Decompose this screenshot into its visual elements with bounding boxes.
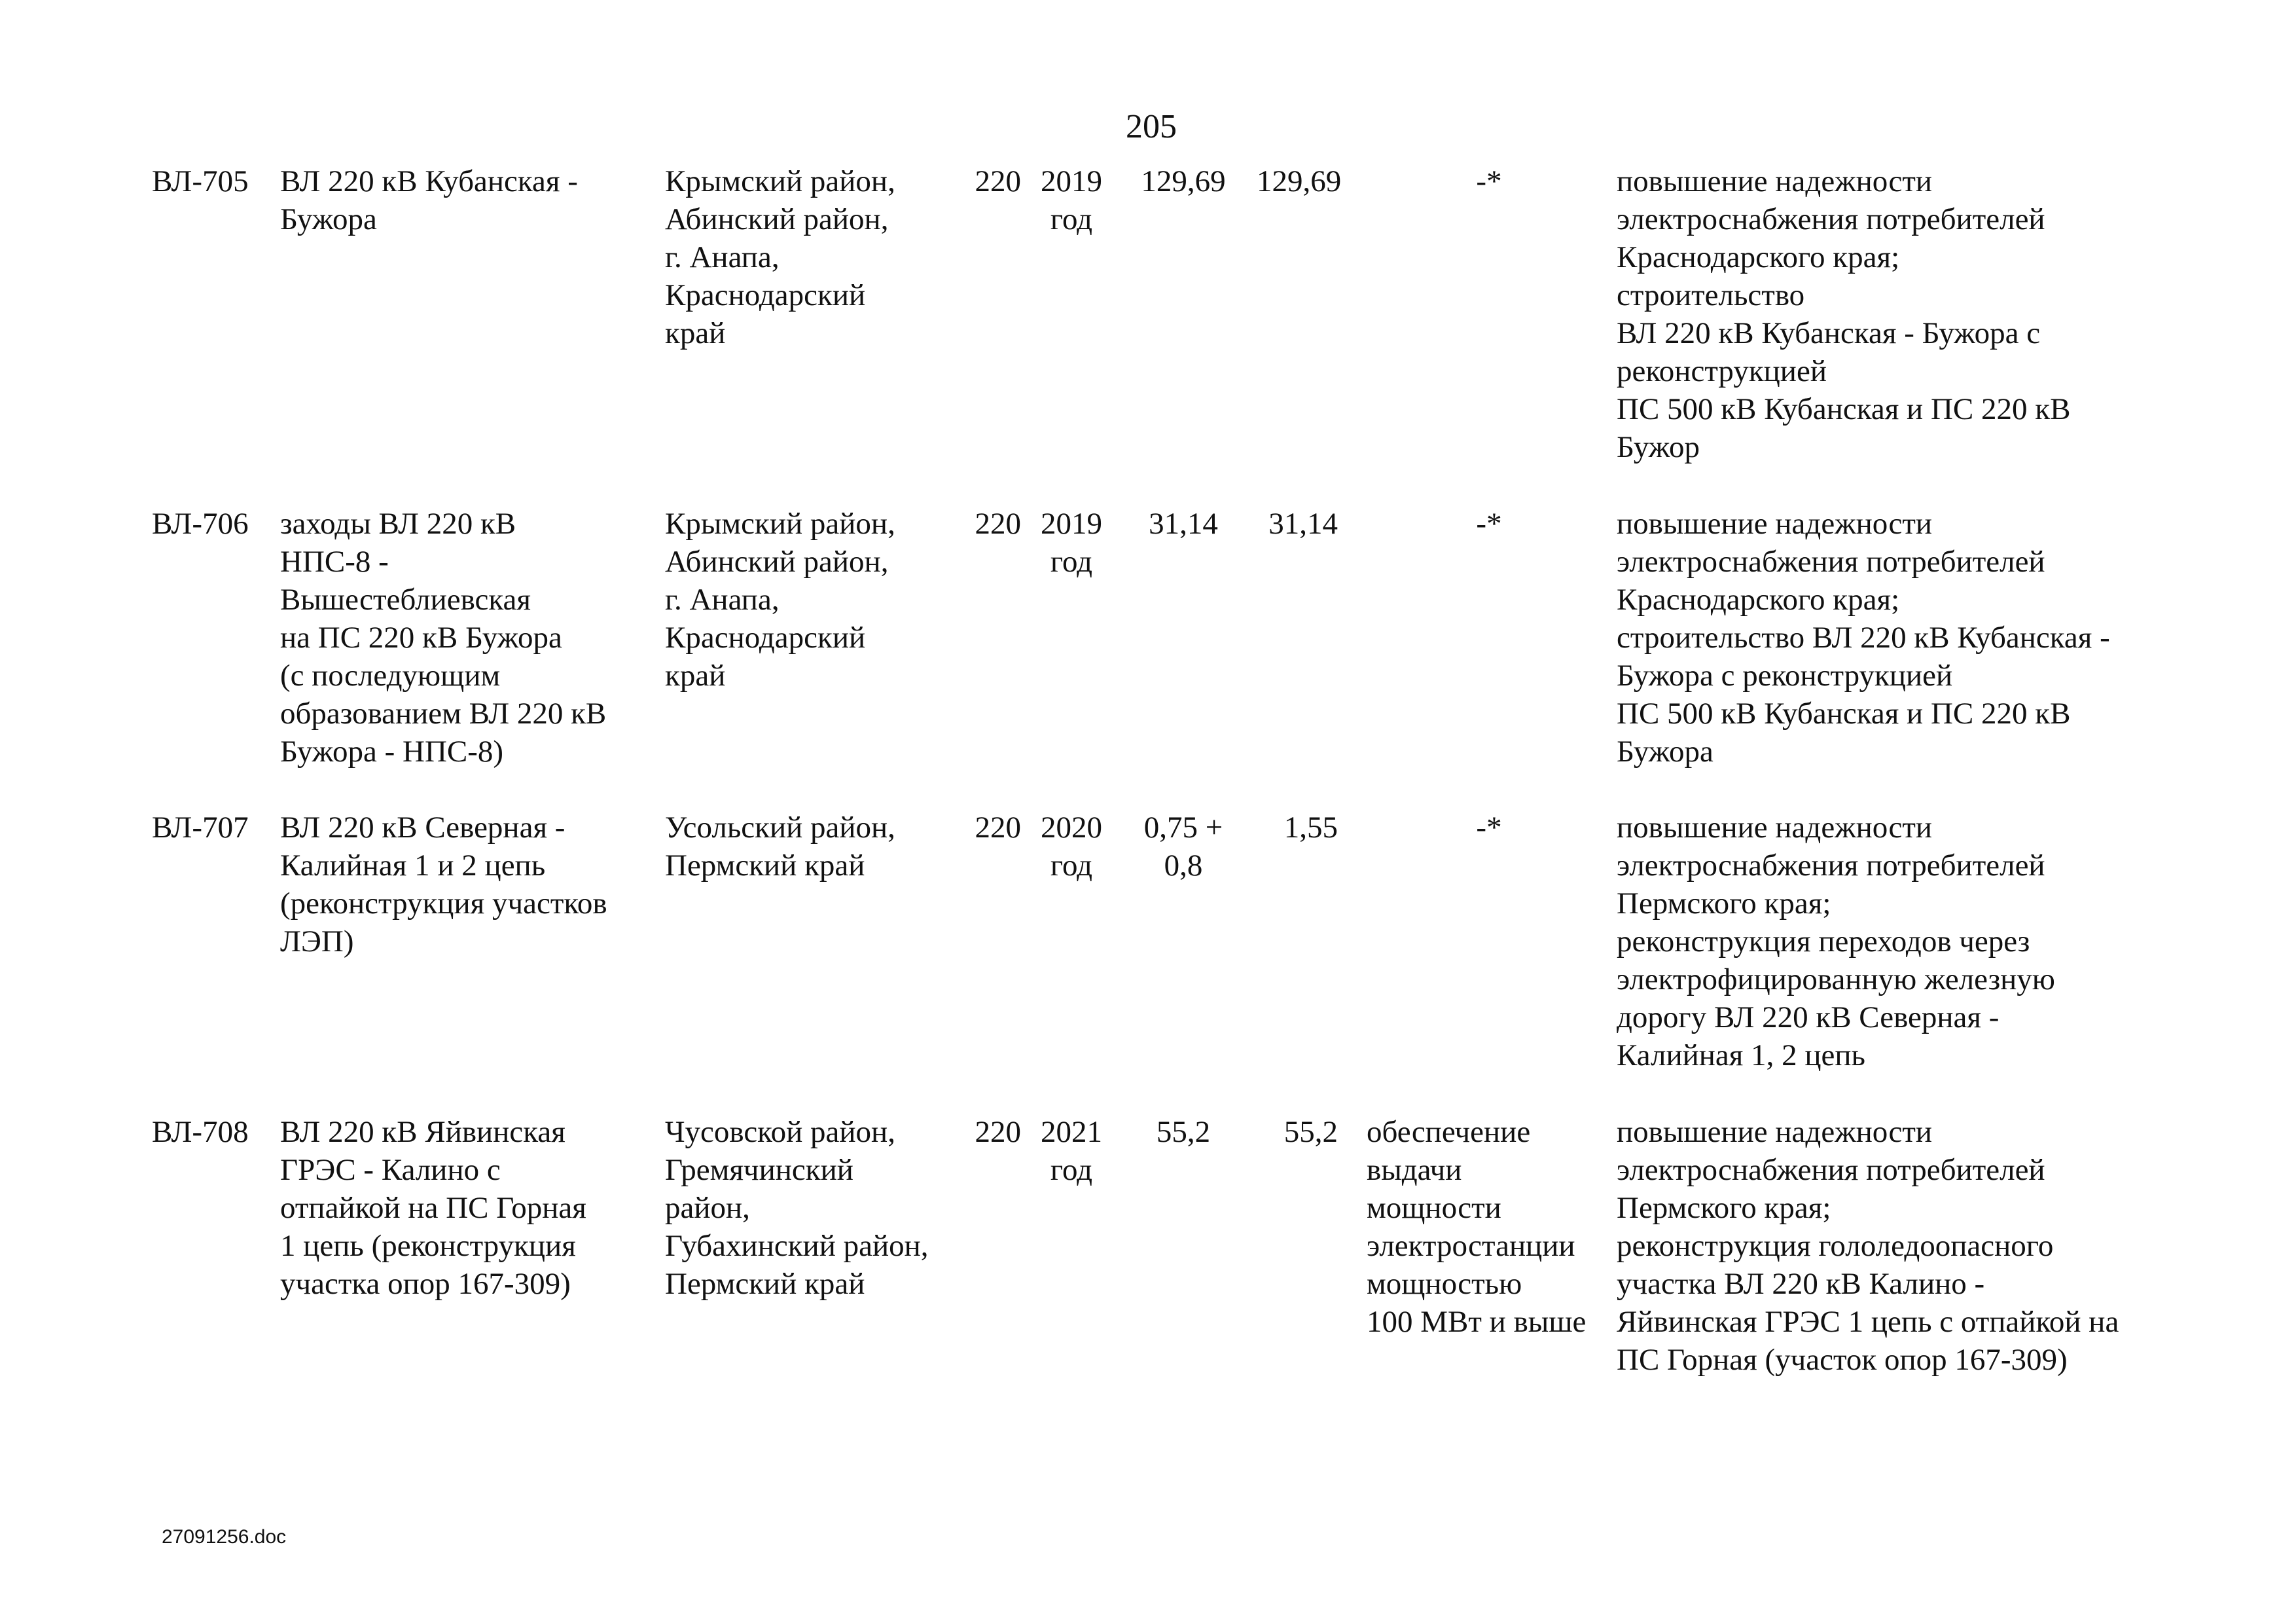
row-justification: -*: [1476, 811, 1502, 845]
row-object-name: ВЛ 220 кВ Яйвинская ГРЭС - Калино с отпайкой на ПС Горная 1 цепь (реконструкция участка опор 167-309): [280, 1115, 586, 1301]
row-length-parts: 55,2: [1156, 1115, 1211, 1149]
document-filename: 27091256.doc: [162, 1526, 287, 1548]
row-voltage: 220: [975, 1115, 1021, 1149]
row-length-parts: 0,75 + 0,8: [1143, 811, 1223, 883]
row-length-total: 31,14: [1268, 507, 1338, 541]
row-justification: -*: [1476, 507, 1502, 541]
row-length-parts: 31,14: [1149, 507, 1218, 541]
row-location: Усольский район, Пермский край: [665, 811, 895, 883]
row-location: Крымский район, Абинский район, г. Анапа, Краснодарский край: [665, 507, 895, 693]
row-length-total: 1,55: [1283, 811, 1338, 845]
row-code: ВЛ-706: [152, 507, 249, 541]
row-year: 2020 год: [1041, 811, 1102, 883]
row-voltage: 220: [975, 811, 1021, 845]
row-purpose: повышение надежности электроснабжения потребителей Пермского края; реконструкция переходов через электрофицированную железную дорогу ВЛ 220 кВ Северная - Калийная 1, 2 цепь: [1617, 811, 2055, 1072]
row-voltage: 220: [975, 507, 1021, 541]
row-purpose: повышение надежности электроснабжения потребителей Краснодарского края; строительство ВЛ 220 кВ Кубанская - Бужора с реконструкцией ПС 500 кВ Кубанская и ПС 220 кВ Бужор: [1617, 164, 2071, 464]
row-length-total: 129,69: [1257, 164, 1342, 198]
row-object-name: ВЛ 220 кВ Северная - Калийная 1 и 2 цепь (реконструкция участков ЛЭП): [280, 811, 607, 958]
row-location: Крымский район, Абинский район, г. Анапа, Краснодарский край: [665, 164, 895, 350]
row-voltage: 220: [975, 164, 1021, 198]
row-code: ВЛ-707: [152, 811, 249, 845]
row-length-total: 55,2: [1283, 1115, 1338, 1149]
row-purpose: повышение надежности электроснабжения потребителей Краснодарского края; строительство ВЛ 220 кВ Кубанская - Бужора с реконструкцией ПС 500 кВ Кубанская и ПС 220 кВ Бужора: [1617, 507, 2110, 769]
row-justification: -*: [1476, 164, 1502, 198]
row-code: ВЛ-708: [152, 1115, 249, 1149]
row-justification: обеспечение выдачи мощности электростанции мощностью 100 МВт и выше: [1367, 1115, 1587, 1339]
row-year: 2021 год: [1041, 1115, 1102, 1187]
page-number: 205: [1126, 108, 1177, 145]
row-year: 2019 год: [1041, 507, 1102, 579]
row-object-name: ВЛ 220 кВ Кубанская - Бужора: [280, 164, 578, 236]
row-length-parts: 129,69: [1141, 164, 1226, 198]
row-purpose: повышение надежности электроснабжения потребителей Пермского края; реконструкция гололедоопасного участка ВЛ 220 кВ Калино - Яйвинская ГРЭС 1 цепь с отпайкой на ПС Горная (участок опор 167-309): [1617, 1115, 2119, 1377]
row-year: 2019 год: [1041, 164, 1102, 236]
row-location: Чусовской район, Гремячинский район, Губахинский район, Пермский край: [665, 1115, 929, 1301]
row-code: ВЛ-705: [152, 164, 249, 198]
row-object-name: заходы ВЛ 220 кВ НПС-8 - Вышестеблиевская на ПС 220 кВ Бужора (с последующим образованием ВЛ 220 кВ Бужора - НПС-8): [280, 507, 607, 769]
